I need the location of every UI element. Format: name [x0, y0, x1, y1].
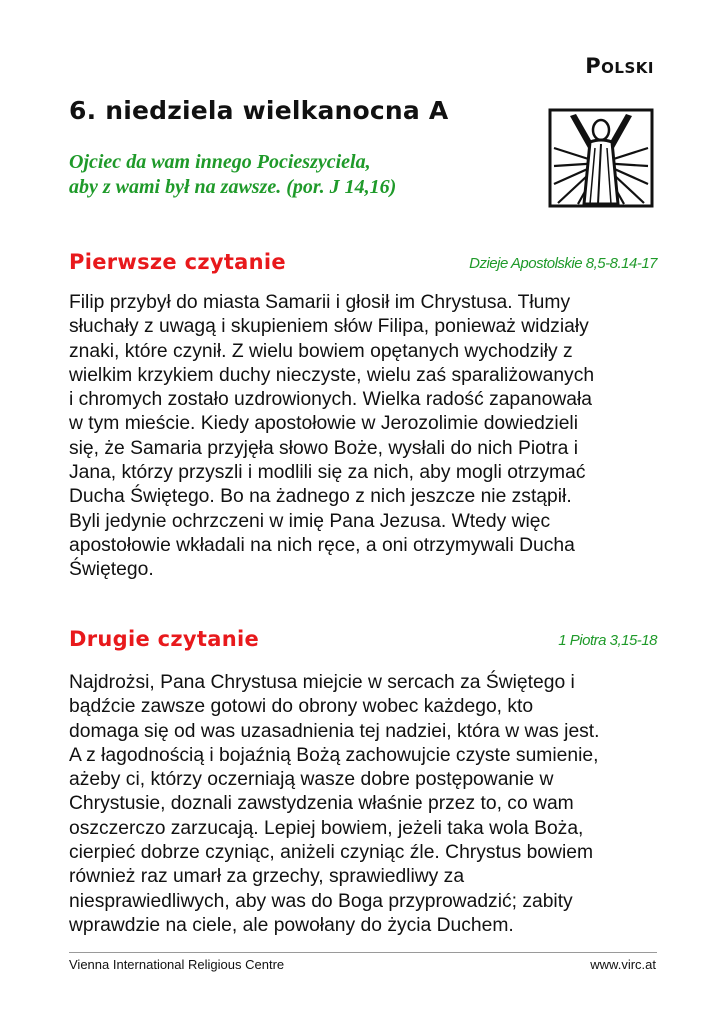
reading2-line: domaga się od was uzasadnienia tej nadziei, która w was jest. — [69, 720, 600, 742]
footer-website-link[interactable]: www.virc.at — [590, 957, 656, 972]
reading1-line: w tym mieście. Kiedy apostołowie w Jerozolimie dowiedzieli — [69, 413, 579, 435]
reading2-line: oszczerczo zarzucają. Lepiej bowiem, jeżeli taka wola Boża, — [69, 817, 584, 839]
footer-divider — [69, 952, 657, 953]
reading1-line: wielkim krzykiem duchy nieczyste, wielu zaś sparaliżowanych — [69, 364, 595, 386]
reading2-line: cierpieć dobrze czyniąc, aniżeli czyniąc źle. Chrystus bowiem — [69, 842, 594, 864]
risen-christ-woodcut-icon — [548, 108, 654, 208]
reading2-line: ażeby ci, którzy oczerniają wasze dobre postępowanie w — [69, 769, 554, 791]
footer-organization: Vienna International Religious Centre — [69, 957, 285, 972]
reading1-text — [69, 291, 669, 583]
reading1-heading: Pierwsze czytanie — [69, 250, 286, 274]
reading2-line: niesprawiedliwych, aby was do Boga przyprowadzić; zabity — [69, 890, 573, 912]
reading1-line: Byli jedynie ochrzczeni w imię Pana Jezusa. Wtedy więc — [69, 510, 551, 532]
reading1-line: Świętego. — [69, 559, 154, 581]
motto-line-1: Ojciec da wam innego Pocieszyciela, — [69, 151, 371, 173]
reading2-line: Najdrożsi, Pana Chrystusa miejcie w sercach za Świętego i — [69, 672, 575, 693]
reading1-line: Filip przybył do miasta Samarii i głosił im Chrystusa. Tłumy — [69, 292, 571, 313]
reading1-line: się, że Samaria przyjęła słowo Boże, wysłali do nich Piotra i — [69, 437, 579, 459]
reading1-line: znaki, które czynił. Z wielu bowiem opętanych wychodziły z — [69, 340, 573, 362]
reading2-line: bądźcie zawsze gotowi do obrony wobec każdego, kto — [69, 696, 534, 718]
reading2-text — [69, 671, 669, 938]
reading2-header — [69, 617, 657, 651]
reading2-reference: 1 Piotra 3,15-18 — [558, 632, 657, 649]
language-label: Polski — [585, 54, 654, 78]
reading2-line: również raz umarł za grzechy, sprawiedliwy za — [69, 866, 465, 888]
motto-line-2: aby z wami był na zawsze. (por. J 14,16) — [69, 176, 397, 198]
reading2-line: A z łagodnością i bojaźnią Bożą zachowujcie czyste sumienie, — [69, 744, 599, 766]
reading2-heading: Drugie czytanie — [69, 627, 259, 651]
reading1-line: Jana, którzy przyszli i modlili się za nich, aby mogli otrzymać — [69, 462, 586, 484]
motto — [69, 150, 509, 200]
reading1-reference: Dzieje Apostolskie 8,5-8.14-17 — [469, 255, 657, 272]
reading2-line: Chrystusie, doznali zawstydzenia właśnie przez to, co wam — [69, 793, 574, 815]
reading1-line: i chromych zostało uzdrowionych. Wielka radość zapanowała — [69, 389, 592, 411]
reading1-line: słuchały z uwagą i skupieniem słów Filipa, ponieważ widziały — [69, 316, 589, 338]
page-title: 6. niedziela wielkanocna A — [69, 96, 449, 125]
reading1-header — [69, 240, 657, 274]
reading2-line: wprawdzie na ciele, ale powołany do życia Duchem. — [69, 914, 514, 936]
reading1-line: Ducha Świętego. Bo na żadnego z nich jeszcze nie zstąpił. — [69, 486, 572, 508]
reading1-line: apostołowie wkładali na nich ręce, a oni otrzymywali Ducha — [69, 534, 575, 556]
